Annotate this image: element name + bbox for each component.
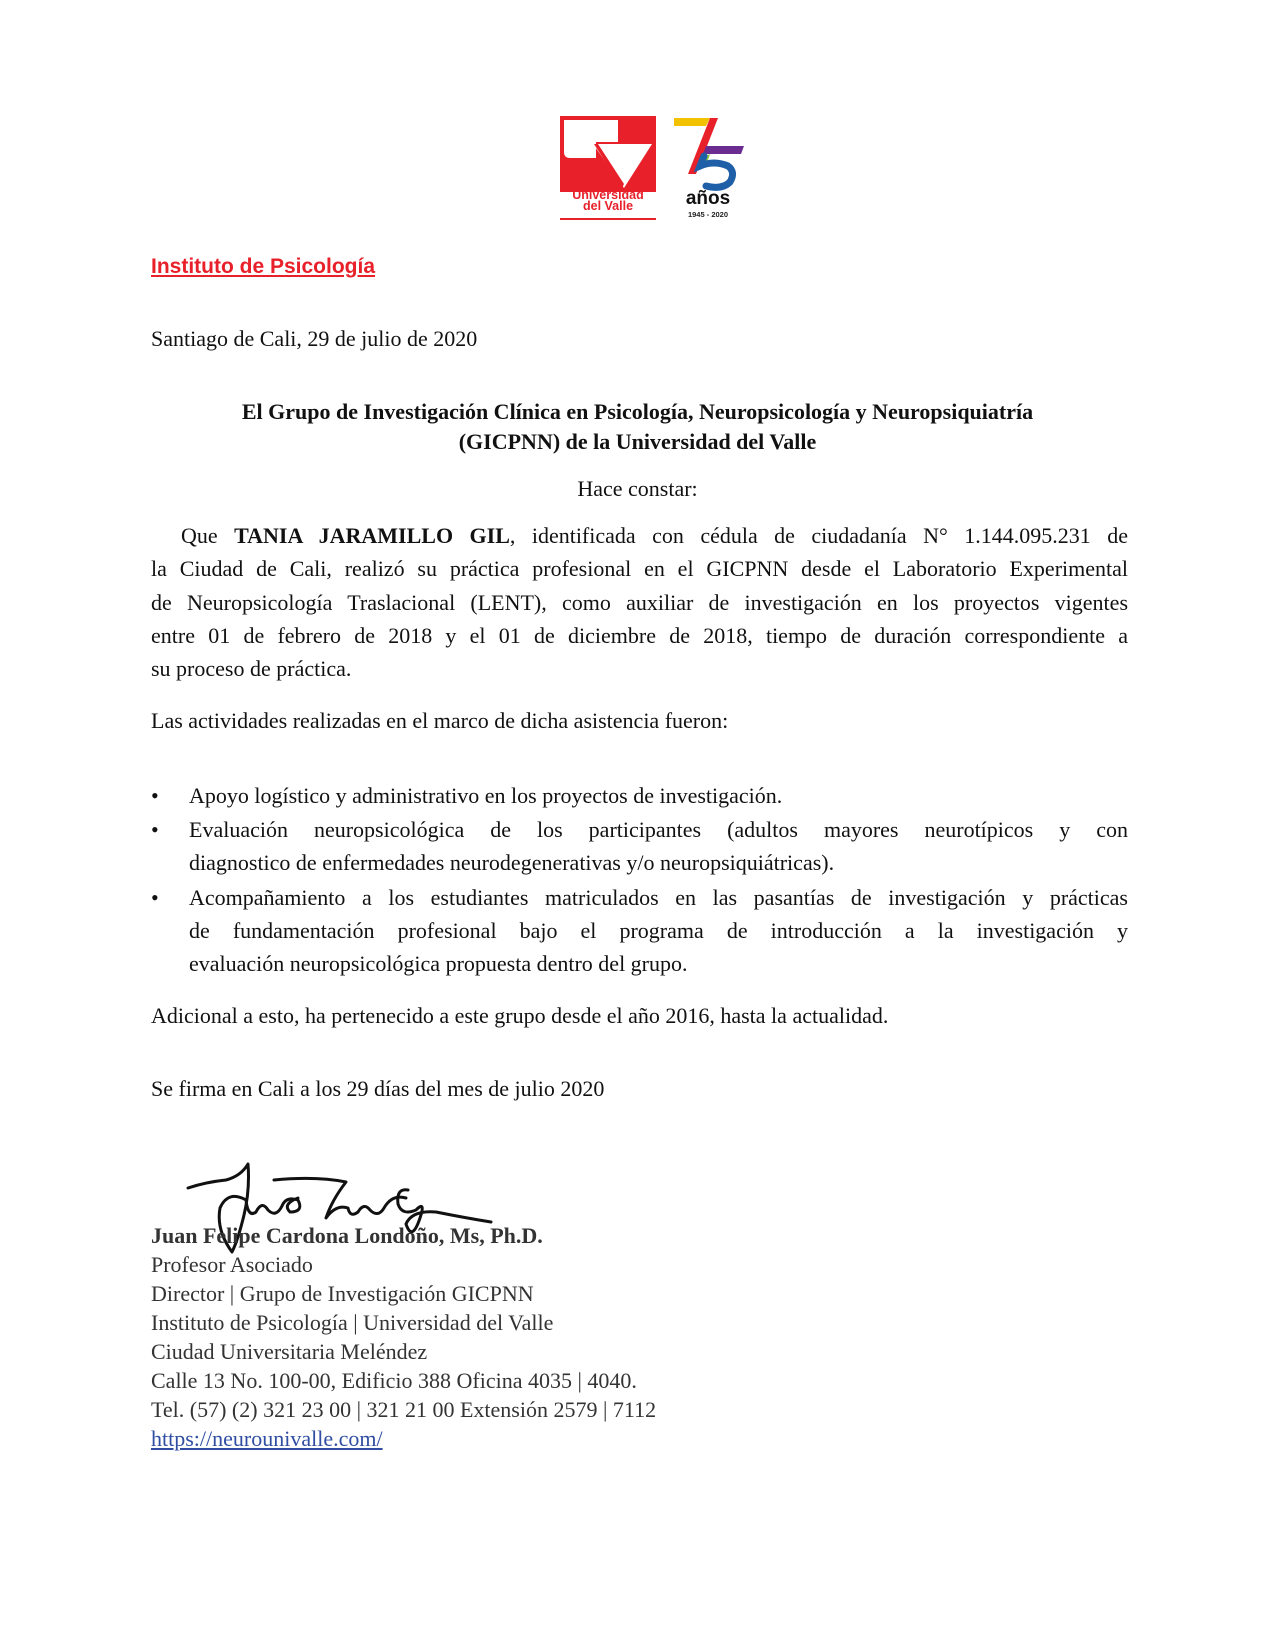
- univalle-logo-text: [553, 190, 663, 212]
- bullet-item-line: Evaluación neuropsicológica de los participantes (adultos mayores neurotípicos y con: [189, 817, 1128, 842]
- certification-paragraph: [151, 519, 1128, 685]
- signer-role: Director | Grupo de Investigación GICPNN: [151, 1281, 534, 1306]
- univalle-name-line1: Universidad: [572, 188, 644, 202]
- anniversary-years: 1945 - 2020: [687, 210, 729, 219]
- bullet-icon: •: [151, 885, 159, 910]
- anniversary-75-logo-icon: [670, 114, 746, 192]
- bullet-item-line: Apoyo logístico y administrativo en los proyectos de investigación.: [189, 783, 783, 808]
- signer-name: Juan Felipe Cardona Londoño, Ms, Ph.D.: [151, 1223, 543, 1248]
- letter-heading-line1: El Grupo de Investigación Clínica en Psicología, Neuropsicología y Neuropsiquiatría: [241, 399, 1034, 424]
- letter-date: Santiago de Cali, 29 de julio de 2020: [151, 326, 478, 351]
- signer-phone: Tel. (57) (2) 321 23 00 | 321 21 00 Extensión 2579 | 7112: [151, 1397, 657, 1422]
- anniversary-label: años: [685, 188, 731, 209]
- student-name: TANIA JARAMILLO GIL: [234, 523, 510, 548]
- website-link[interactable]: https://neurounivalle.com/: [151, 1426, 383, 1451]
- paragraph-line: la Ciudad de Cali, realizó su práctica profesional en el GICPNN desde el Laboratorio Experimental: [151, 556, 1128, 582]
- bullet-item-line: evaluación neuropsicológica propuesta dentro del grupo.: [189, 951, 688, 976]
- signer-campus: Ciudad Universitaria Meléndez: [151, 1339, 428, 1364]
- institute-title: Instituto de Psicología: [151, 255, 376, 278]
- univalle-name-line2: del Valle: [582, 199, 634, 213]
- paragraph-line: de Neuropsicología Traslacional (LENT), como auxiliar de investigación en los proyectos vigentes: [151, 589, 1128, 615]
- logo-underline: [560, 218, 656, 220]
- bullet-item-line: Acompañamiento a los estudiantes matriculados en las pasantías de investigación y prácticas: [189, 885, 1128, 910]
- paragraph-prefix: Que: [181, 523, 235, 548]
- signer-institution: Instituto de Psicología | Universidad del Valle: [151, 1310, 554, 1335]
- paragraph-line: su proceso de práctica.: [151, 656, 352, 682]
- certify-label: Hace constar:: [577, 476, 698, 501]
- paragraph-line1-rest: , identificada con cédula de ciudadanía N° 1.144.095.231 de: [509, 523, 1128, 548]
- letter-heading-line2: (GICPNN) de la Universidad del Valle: [458, 429, 817, 454]
- signer-address: Calle 13 No. 100-00, Edificio 388 Oficina 4035 | 4040.: [151, 1368, 637, 1393]
- paragraph-line: entre 01 de febrero de 2018 y el 01 de diciembre de 2018, tiempo de duración correspondiente a: [151, 622, 1128, 648]
- paragraph-line: [151, 519, 1128, 552]
- signer-title: Profesor Asociado: [151, 1252, 313, 1277]
- additional-note: Adicional a esto, ha pertenecido a este grupo desde el año 2016, hasta la actualidad.: [151, 1003, 889, 1028]
- bullet-icon: •: [151, 817, 159, 842]
- activities-intro: Las actividades realizadas en el marco de dicha asistencia fueron:: [151, 708, 729, 733]
- signed-statement: Se firma en Cali a los 29 días del mes de julio 2020: [151, 1076, 605, 1101]
- bullet-item-line: de fundamentación profesional bajo el programa de introducción a la investigación y: [189, 918, 1128, 943]
- bullet-item-line: diagnostico de enfermedades neurodegenerativas y/o neuropsiquiátricas).: [189, 850, 835, 875]
- bullet-icon: •: [151, 783, 159, 808]
